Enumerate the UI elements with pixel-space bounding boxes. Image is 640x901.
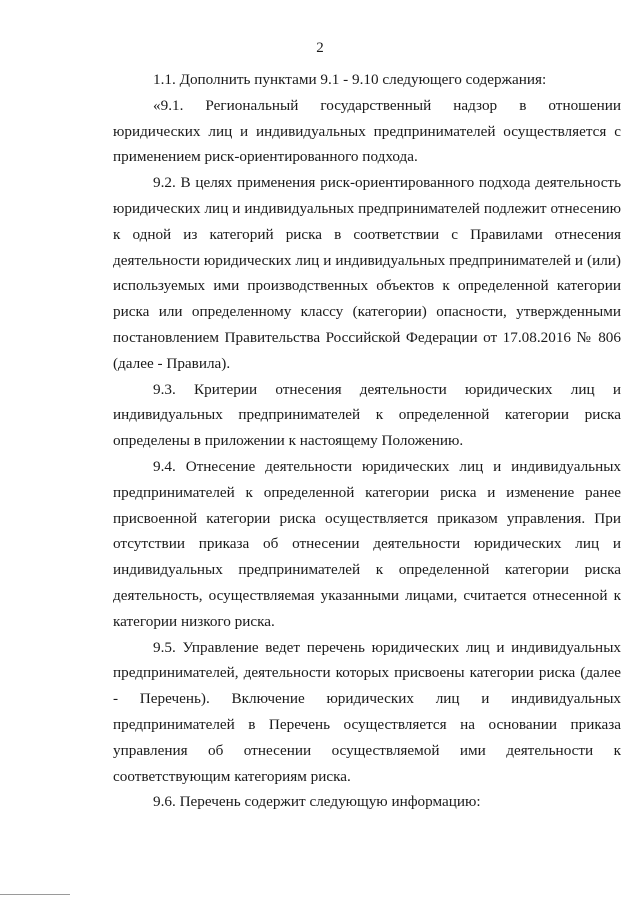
paragraph-9-4: 9.4. Отнесение деятельности юридических лиц и индивидуальных предпринимателей к определенной категории риска и изменение ранее присвоенной категории риска осуществляется приказом управления. При отсутствии приказа об отнесении деятельности юридических лиц и индивидуальных предпринимателей к определенной категории риска деятельность, осуществляемая указанными лицами, считается отнесенной к категории низкого риска. xyxy=(113,457,621,630)
paragraph-9-6: 9.6. Перечень содержит следующую информацию: xyxy=(153,793,481,811)
paragraph-1-1: 1.1. Дополнить пунктами 9.1 - 9.10 следующего содержания: xyxy=(153,71,547,88)
paragraph-9-5: 9.5. Управление ведет перечень юридических лиц и индивидуальных предпринимателей, деятельности которых присвоены категории риска (далее - Перечень). Включение юридических лиц и индивидуальных предпринимателей в Перечень осуществляется на основании приказа управления об отнесении осуществляемой ими деятельности к соответствующим категориям риска. xyxy=(113,638,621,785)
paragraph-9-3: 9.3. Критерии отнесения деятельности юридических лиц и индивидуальных предпринимателей к определенной категории риска определены в приложении к настоящему Положению. xyxy=(113,380,621,450)
paragraph-9-2: 9.2. В целях применения риск-ориентированного подхода деятельность юридических лиц и индивидуальных предпринимателей подлежит отнесению к одной из категорий риска в соответствии с Правилами отнесения деятельности юридических лиц и индивидуальных предпринимателей и (или) используемых ими производственных объектов к определенной категории риска или определенному классу (категории) опасности, утвержденными постановлением Правительства Российской Федерации от 17.08.2016 № 806 (далее - Правила). xyxy=(113,174,621,372)
footer-divider xyxy=(0,894,70,895)
paragraph-9-1: «9.1. Региональный государственный надзор в отношении юридических лиц и индивидуальных предпринимателей осуществляется с применением риск-ориентированного подхода. xyxy=(113,96,621,166)
document-body xyxy=(113,67,621,815)
page-number: 2 xyxy=(316,40,324,56)
